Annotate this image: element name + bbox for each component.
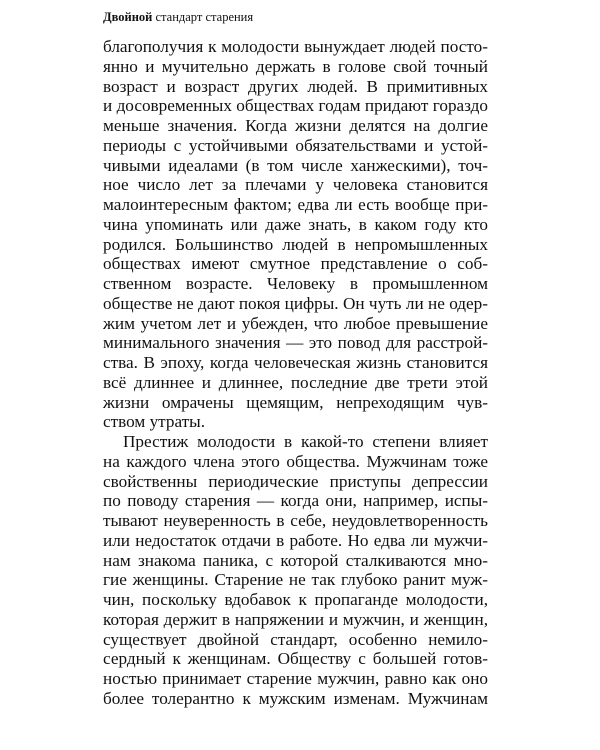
text-line: янно и мучительно держать в голове свой точный — [103, 56, 488, 76]
text-line: гие женщины. Старение не так глубоко ранит муж- — [103, 570, 488, 590]
text-line: жим учетом лет и убежден, что любое превышение — [103, 313, 488, 333]
text-line: на каждого члена этого общества. Мужчинам тоже — [103, 451, 488, 471]
text-line: или недостаток отдачи в работе. Но едва ли мужчи- — [103, 530, 488, 550]
text-line: Престиж молодости в какой-то степени влияет — [123, 432, 488, 451]
text-line: периоды с устойчивыми обязательствами и устой- — [103, 135, 488, 155]
text-line: нам знакома паника, с которой сталкиваются мно- — [103, 550, 488, 570]
text-line: ством утраты. — [103, 412, 206, 432]
text-line: малоинтересным фактом; едва ли есть вообще при- — [103, 195, 488, 214]
text-line: благополучия к молодости вынуждает людей посто- — [103, 37, 488, 56]
paragraph — [103, 37, 488, 432]
text-line: чин, поскольку вдобавок к пропаганде молодости, — [103, 590, 488, 609]
text-line: чина упоминать или даже знать, в каком году кто — [103, 214, 488, 234]
running-header-bold: Двойной — [103, 10, 153, 24]
text-line: свойственны периодические приступы депрессии — [103, 471, 488, 491]
paragraph — [103, 432, 488, 709]
text-line: которая держит в напряжении и мужчин, и женщин, — [103, 609, 488, 629]
text-line: более толерантно к мужским изменам. Мужчинам — [103, 688, 488, 708]
text-line: минимального значения — это повод для расстрой- — [103, 333, 488, 353]
text-line: жизни омрачены щемящим, непреходящим чув- — [103, 392, 488, 412]
text-line: тывают неуверенность в себе, неудовлетворенность — [103, 511, 488, 530]
text-line: ное число лет за плечами у человека становится — [103, 175, 488, 195]
text-line: возраст и возраст других людей. В примитивных — [103, 76, 488, 96]
page-body — [103, 37, 488, 709]
text-line: существует двойной стандарт, особенно немило- — [103, 629, 488, 649]
text-line: обществах имеют смутное представление о соб- — [103, 254, 488, 274]
text-line: ственном возрасте. Человеку в промышленном — [103, 274, 488, 293]
text-line: чивыми идеалами (в том числе ханжескими), точ- — [103, 155, 488, 175]
running-header-rest: стандарт старения — [152, 10, 254, 24]
running-header — [103, 10, 253, 25]
text-line: меньше значения. Когда жизни делятся на долгие — [103, 116, 488, 135]
text-line: и досовременных обществах годам придают гораздо — [103, 96, 488, 116]
text-line: ства. В эпоху, когда человеческая жизнь становится — [103, 353, 488, 372]
text-line: по поводу старения — когда они, например, испы- — [103, 491, 488, 511]
text-line: всё длиннее и длиннее, последние две трети этой — [103, 372, 488, 392]
text-line: родился. Большинство людей в непромышленных — [103, 234, 488, 254]
text-line: сердный к женщинам. Обществу с большей готов- — [103, 649, 488, 669]
text-line: обществе не дают покоя цифры. Он чуть ли не одер- — [103, 293, 488, 313]
text-line: ностью принимает старение мужчин, равно как оно — [103, 669, 488, 688]
